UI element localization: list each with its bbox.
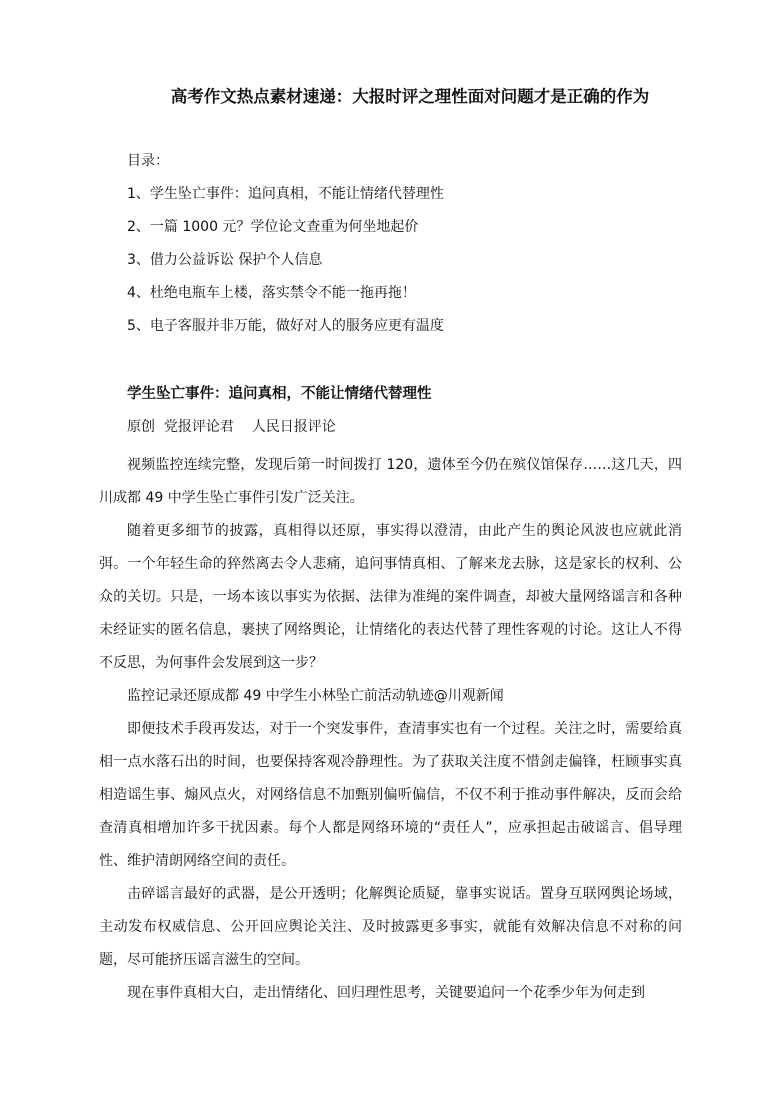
article-paragraph: 现在事件真相大白，走出情绪化、回归理性思考，关键要追问一个花季少年为何走到 <box>127 985 645 1001</box>
article-paragraph: 击碎谣言最好的武器，是公开透明；化解舆论质疑，靠事实说话。置身互联网舆论场域，主动发布权威信息、公开回应舆论关注、及时披露更多事实，就能有效解决信息不对称的问题，尽可能挤压谣言滋生的空间。 <box>99 886 682 968</box>
section-title: 学生坠亡事件：追问真相，不能让情绪代替理性 <box>127 386 432 402</box>
toc-heading: 目录： <box>127 153 169 169</box>
toc-item: 1、学生坠亡事件：追问真相，不能让情绪代替理性 <box>127 186 444 202</box>
article-paragraph: 随着更多细节的披露，真相得以还原，事实得以澄清，由此产生的舆论风波也应就此消弭。一个年轻生命的猝然离去令人悲痛，追问事情真相、了解来龙去脉，这是家长的权利、公众的关切。只是，一场本该以事实为依据、法律为准绳的案件调查，却被大量网络谣言和各种未经证实的匿名信息，裹挟了网络舆论，让情绪化的表达代替了理性客观的讨论。这让人不得不反思，为何事件会发展到这一步？ <box>99 523 682 671</box>
toc-item: 4、杜绝电瓶车上楼，落实禁令不能一拖再拖！ <box>127 285 416 301</box>
article-body <box>99 449 682 1010</box>
toc-item: 2、一篇 1000 元？学位论文查重为何坐地起价 <box>127 219 419 235</box>
article-byline: 原创 党报评论君 人民日报评论 <box>127 419 336 435</box>
document-title: 高考作文热点素材速递：大报时评之理性面对问题才是正确的作为 <box>170 87 650 106</box>
toc-item: 3、借力公益诉讼 保护个人信息 <box>127 252 323 268</box>
image-caption: 监控记录还原成都 49 中学生小林坠亡前活动轨迹@川观新闻 <box>127 688 504 704</box>
article-paragraph: 视频监控连续完整，发现后第一时间拨打 120，遗体至今仍在殡仪馆保存……这几天，四川成都 49 中学生坠亡事件引发广泛关注。 <box>99 457 682 506</box>
toc-item: 5、电子客服并非万能，做好对人的服务应更有温度 <box>127 318 444 334</box>
article-paragraph: 即便技术手段再发达，对于一个突发事件，查清事实也有一个过程。关注之时，需要给真相一点水落石出的时间，也要保持客观冷静理性。为了获取关注度不惜剑走偏锋，枉顾事实真相造谣生事、煽风点火，对网络信息不加甄别偏听偏信，不仅不利于推动事件解决，反而会给查清真相增加许多干扰因素。每个人都是网络环境的“责任人”，应承担起击破谣言、倡导理性、维护清朗网络空间的责任。 <box>99 721 682 869</box>
